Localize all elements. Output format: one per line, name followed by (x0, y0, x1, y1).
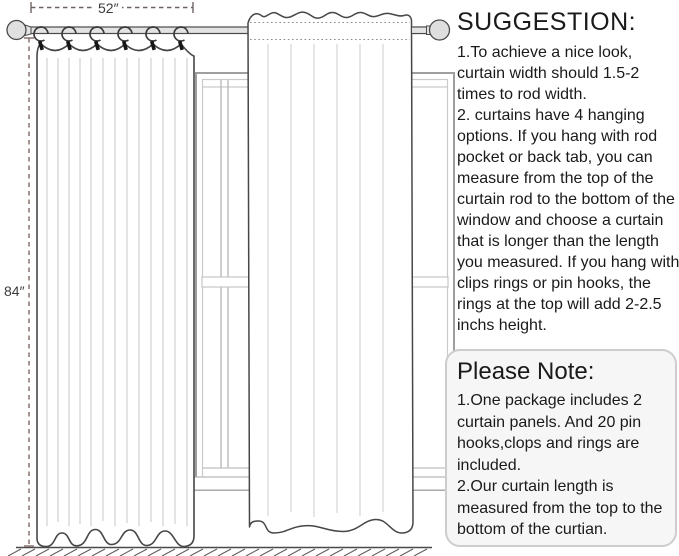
rod-finial-left (7, 21, 26, 40)
left-curtain-panel (37, 44, 194, 547)
please-note-box (445, 349, 677, 547)
right-curtain-panel (248, 12, 413, 533)
note-item-1: 1.One package includes 2 curtain panels. And 20 pin hooks,clops and rings are included. (457, 392, 643, 474)
please-note-title: Please Note: (457, 358, 595, 385)
suggestion-title: SUGGESTION: (457, 8, 637, 36)
floor (8, 548, 432, 556)
rod-width-label: 52″ (95, 1, 122, 15)
suggestion-item-1: 1.To achieve a nice look, curtain width should 1.5-2 times to rod width. (457, 44, 640, 103)
suggestion-section (457, 8, 679, 336)
note-item-2: 2.Our curtain length is measured from the top to the bottom of the curtian. (457, 478, 663, 538)
curtain-length-label: 84″ (1, 284, 28, 298)
rod-finial-right (430, 20, 450, 40)
rod-finial-right-group (412, 20, 450, 40)
suggestion-item-2: 2. curtains have 4 hanging options. If you hang with rod pocket or back tab, you can measure from the top of the curtain rod to the bottom of the window and choose a curtain that is longer than the length you measured. If you hang with clips rings or pin hooks, the rings at the top will add 2-2.5 inchs height. (457, 107, 679, 334)
